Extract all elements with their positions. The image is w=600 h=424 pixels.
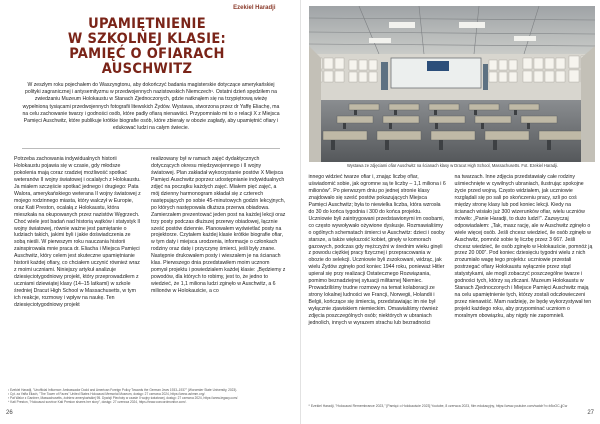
body-column-2	[151, 156, 286, 295]
source-note: ⁵ Ezekiel Haradji, "Holocaust Remembrance 2023," [Pamięć o Holokauście 2023] Youtube, 8 czerwca 2023, film edukacyjny, https://www.youtube.com/watch?v=b5oOC-jjCw	[308, 404, 568, 408]
footnote: ³ Pat Walor z Gardner, Massachusetts, żołnierz amerykańskiej 95. Dywizji Piechoty w czasie II wojny światowej, dostęp: 27 czerwca 2024, https://www.legacy.com/.	[8, 396, 239, 400]
column-3-text: innego widzieć twarze ofiar i, znając liczbę ofiar, uświadomić sobie, jak ogromne są te liczby – 1,1 miliona i 6 milionów”. Po pierwszym dniu po jednej stronie klasy znajdowało się sześć postów pokazujących Miejsca Pamięci Auschwitz; była to niewielka liczba, która wzrosła do 30 do końca tygodnia i 300 do końca projektu. Uczniowie byli zaintrygowani przedstawionymi im osobami, co często wywoływało ożywione dyskusje. Rozmawialiśmy o ogólnych schematach śmierci w Auschwitz: dzieci i osoby starsze, a także większość kobiet, ginęły w komorach gazowych, podczas gdy mężczyźni w średnim wieku ginęli z powodu ciężkiej pracy fizycznej i przepracowania w obozie do selekcji. Uczniowie byli zszokowani, widząc, jak wielu Żydów zginęło pod koniec 1944 roku, ponieważ Hitler upierał się przy realizacji Ostatecznego Rozwiązania, pomimo beznadziejnej sytuacji militarnej Niemiec. Prowadziliśmy trudne rozmowy na temat kolaboracji ze strony lokalnej ludności we Francji, Norwegii, Holandii i Belgii, kończące się śmiercią, przedstawiając im nie był wyłącznie zjawiskiem niemieckim. Omawialiśmy również zdjęcia poszczególnych osób; niektórych w ubraniach jednolich, innych w wyrazem strachu lub bezradności	[308, 174, 446, 327]
footnotes	[8, 388, 288, 404]
footnote: ¹ Ezekiel Haradji, "Unofficial Influence: Ambassador Dodd and American Foreign Policy Towards the German Jews 1933–1937" (Worcester State University, 2023).	[8, 388, 238, 392]
article-title	[42, 17, 252, 77]
right-page	[301, 0, 600, 424]
title-line-1: UPAMIĘTNIENIE	[88, 16, 206, 32]
page-number-right: 27	[587, 410, 594, 416]
column-1-text: Potrzeba zachowania indywidualnych historii Holokaustu pojawia się w czasie, gdy młodsze pokolenia mają coraz rzadziej możliwość spotkać weteranów II wojny światowej i ocalałych z Holokaustu. Ja miałem szczęście spotkać jednego i drugiego: Pata Walora, amerykańskiego weterana II wojny światowej z mojego rodzinnego miasta, który walczył w Europie, oraz Kati Preston, ocalałą z Holokaustu, która mieszkała na okupowanych przez nazistów Węgrzech. Choć wiele jest badań nad historią wątków i statystyk II wojny światowej, równie ważne jest pamiętanie o ludziach takich, jakimi byli i jakie doświadczenia ze sobą nieśli. W pierwszym roku nauczania historii zainspirowała mnie praca dr. Eliacha i Miejsca Pamięci Auschwitz, który celem jest skuteczne upamiętnianie historii każdej ofiary, co chciałem uczynić również wraz z moimi uczniami. Niniejszy artykuł analizuje dziesięciotygodniowy projekt, który przeprowadziłem z uczniami dziewiątej klasy (14–15 latkami) w szkole średniej Dracut High School w Massachusetts, w tym ich reakcje, rozmowy i wpływ na naukę. Ten dziesięciotygodniowy projekt	[14, 156, 141, 309]
title-line-3: PAMIĘĆ O OFIARACH AUSCHWITZ	[69, 46, 225, 77]
page-number-left: 26	[6, 410, 13, 416]
classroom-photo-image	[309, 6, 595, 162]
column-4-text: na twarzach. Inne zdjęcia przedstawiały całe rodziny uśmiechnięte w cywilnych ubraniach, ilustrując spokojne życie przed wojną. Często widziałem, jak uczniowie rozglądali się po sali po skończeniu pracy, szli po coś między stronę klasy lub pod koniec lekcji. Kiedy na ścianach wisiało już 300 wizerunków ofiar, wielu uczniów mówiło: „Panie Haradji, to dużo ludzi!”. Zazwyczaj odpowiadałem: „Tak, masz rację, ale w Auschwitz zginęło o wiele więcej osób. Jeśli chcesz wiedzieć, ile osób zginęło w Auschwitz, pomnóż sobie tę liczbę przez 3 667. Jeśli chcesz wiedzieć, ile osób zginęło w Holokauście, pomnóż ją przez 20 000”. Pod koniec dziesięciu tygodni wielu z nich zrozumiało wagę tego projektu: uczniowie przestali postrzegać ofiary Holokaustu wyłącznie przez stąd statystykami, ale mogli zobaczyć poszczególne twarze i godności tych, którzy są zliczani. Muzeum Holokaustu w Stanach Zjednoczonych i Miejsce Pamięci Auschwitz mają na celu upamiętnienie tych, którzy zostali odczłowieczeni przez nienawiść. Mam nadzieję, że będę wykorzystywał ten projekt każdego roku, aby przypominać uczniom o moralnym obowiązku, aby nigdy nie zapomnieli.	[454, 174, 593, 320]
body-column-3	[309, 174, 447, 327]
divider	[22, 148, 280, 149]
title-line-2: W SZKOLNEJ KLASIE:	[67, 31, 227, 47]
photo-caption: Wystawa ze zdjęciami ofiar Auschwitz na ścianach klasy w Dracut High School, Massachusetts. Fot. Ezekiel Haradji.	[346, 163, 559, 168]
footnote: ² Cyt. za Yaffa Eliach, "The Tower of Faces" United States Holocaust Memorial Museum, dostęp: 27 czerwca 2024, https://www.ushmm.org/.	[8, 392, 206, 396]
footnote: ⁴ Kati Preston, "Holocaust survivor Kati Preston shares her story", dostęp: 27 czerwca 2024, https://www.concordmonitor.com/.	[8, 400, 187, 404]
body-column-4	[455, 174, 593, 320]
column-2-text: realizowany był w ramach zajęć dydaktycznych dotyczących okresu międzywojennego i II wojny światowej. Plan zakładał wykorzystanie postów X Miejsca Pamięci Auschwitz poprzez udostępnianie indywidualnych zdjęć na początku każdych zajęć. Miałem pięć zajęć, a mój dzienny harmonogram składał się z czterech następujących po sobie 45-minutowych godzin lekcyjnych, po których następowała dłuższa przerwa obiadowa. Zamierzałem prezentować jeden post na każdej lekcji oraz trzy posty podczas dłuższej przerwy obiadowej, łącznie sześć postów dziennie. Planowałem wyświetlać posty na projektorze. Czytałem każdej klasie krótkie biografie ofiar, w tym daty i miejsca urodzenia, informacje o członkach rodziny oraz datę i przyczynę śmierci, jeśli były znane. Następnie drukowałem posty i wieszałem je na ścianach klas. Pierwszego dnia przedstawiłem moim ucznom pomysł projektu i powiedziałem każdej klasie: „Będziemy z powodów, dla których to robimy, jest to, że jedno to wiedzieć, że 1,1 miliona ludzi zginęło w Auschwitz, a 6 milionów w Holokauście, a co	[151, 156, 286, 295]
body-column-1	[14, 156, 143, 309]
classroom-photo	[309, 6, 595, 162]
author-name: Ezekiel Haradji	[233, 5, 276, 11]
lead-paragraph: W zeszłym roku pojechałem do Waszyngtonu, aby dokończyć badania magisterskie dotyczące amerykańskiej polityki zagranicznej i antysemityzmu w przedwojennych nazistowskich Niemczech¹. Ostatni dzień spędziłem na zwiedzaniu Muzeum Holokaustu w Stanach Zjednoczonych, gdzie natknąłem się na trzypiętrową wieżę wypełnioną tysiącami przedwojennych fotografii litewskich Żydów. Wystawa, stworzona przez dr Yaffę Eliachę, ma na celu zachowanie twarzy i godności osób, które padły ofiarą nienawiści. Przypomniało mi to o relacji X z Miejsca Pamięci Auschwitz, które publikuje krótkie biografie osób, które zbierały w obozie zagłady, aby upamiętnić ofiary i edukować ludzi na całym świecie.	[22, 82, 280, 132]
